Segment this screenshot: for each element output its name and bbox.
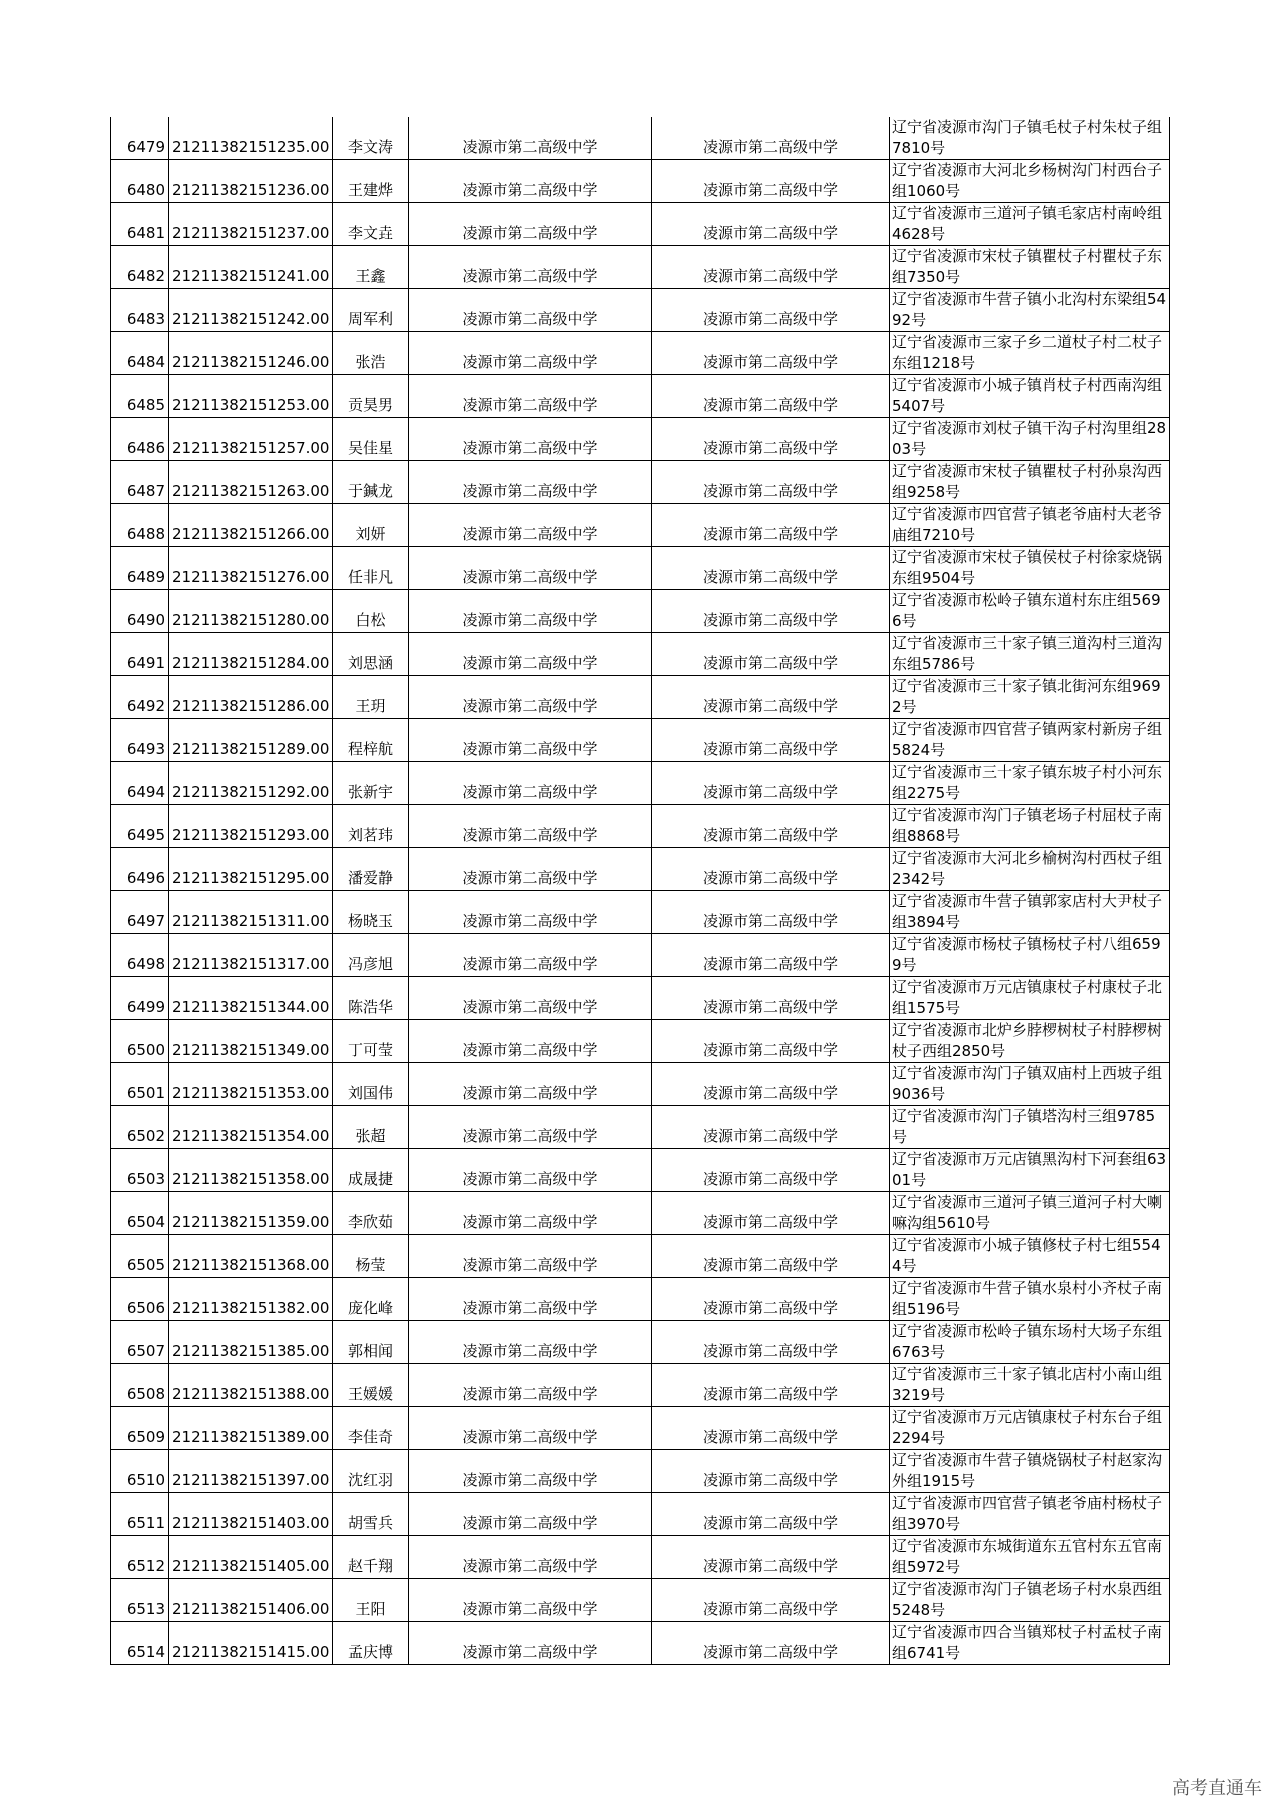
candidate-id: 21211382151385.00 [169,1321,333,1364]
candidate-id: 21211382151266.00 [169,504,333,547]
graduating-school: 凌源市第二高级中学 [409,1278,652,1321]
watermark-text: 高考直通车 [1172,1778,1262,1799]
table-row [111,117,1170,160]
candidate-id: 21211382151276.00 [169,547,333,590]
candidate-id: 21211382151263.00 [169,461,333,504]
row-number: 6510 [111,1450,169,1493]
admitting-school: 凌源市第二高级中学 [652,418,890,461]
row-number: 6490 [111,590,169,633]
student-name: 郭相闻 [333,1321,409,1364]
admitting-school: 凌源市第二高级中学 [652,676,890,719]
graduating-school: 凌源市第二高级中学 [409,1493,652,1536]
candidate-id: 21211382151280.00 [169,590,333,633]
student-name: 张新宇 [333,762,409,805]
roster-body [111,117,1170,1665]
admitting-school: 凌源市第二高级中学 [652,934,890,977]
student-name: 成晟捷 [333,1149,409,1192]
table-row [111,934,1170,977]
table-row [111,977,1170,1020]
admitting-school: 凌源市第二高级中学 [652,590,890,633]
row-number: 6513 [111,1579,169,1622]
admitting-school: 凌源市第二高级中学 [652,504,890,547]
admitting-school: 凌源市第二高级中学 [652,246,890,289]
admitting-school: 凌源市第二高级中学 [652,1149,890,1192]
graduating-school: 凌源市第二高级中学 [409,762,652,805]
student-name: 刘国伟 [333,1063,409,1106]
table-row [111,1493,1170,1536]
home-address: 辽宁省凌源市三十家子镇三道沟村三道沟东组5786号 [890,633,1170,676]
student-name: 王阳 [333,1579,409,1622]
candidate-id: 21211382151358.00 [169,1149,333,1192]
roster-table [110,117,1170,1665]
candidate-id: 21211382151237.00 [169,203,333,246]
candidate-id: 21211382151289.00 [169,719,333,762]
candidate-id: 21211382151349.00 [169,1020,333,1063]
admitting-school: 凌源市第二高级中学 [652,1020,890,1063]
graduating-school: 凌源市第二高级中学 [409,332,652,375]
candidate-id: 21211382151344.00 [169,977,333,1020]
candidate-id: 21211382151293.00 [169,805,333,848]
home-address: 辽宁省凌源市宋杖子镇瞿杖子村瞿杖子东组7350号 [890,246,1170,289]
student-name: 陈浩华 [333,977,409,1020]
table-row [111,762,1170,805]
row-number: 6495 [111,805,169,848]
admitting-school: 凌源市第二高级中学 [652,1364,890,1407]
candidate-id: 21211382151242.00 [169,289,333,332]
row-number: 6482 [111,246,169,289]
row-number: 6479 [111,117,169,160]
table-row [111,1321,1170,1364]
candidate-id: 21211382151236.00 [169,160,333,203]
student-name: 张超 [333,1106,409,1149]
row-number: 6514 [111,1622,169,1665]
candidate-id: 21211382151257.00 [169,418,333,461]
table-row [111,1149,1170,1192]
graduating-school: 凌源市第二高级中学 [409,375,652,418]
admitting-school: 凌源市第二高级中学 [652,1063,890,1106]
home-address: 辽宁省凌源市东城街道东五官村东五官南组5972号 [890,1536,1170,1579]
candidate-id: 21211382151354.00 [169,1106,333,1149]
table-row [111,203,1170,246]
row-number: 6492 [111,676,169,719]
table-row [111,848,1170,891]
home-address: 辽宁省凌源市牛营子镇烧锅杖子村赵家沟外组1915号 [890,1450,1170,1493]
row-number: 6497 [111,891,169,934]
student-name: 王鑫 [333,246,409,289]
row-number: 6505 [111,1235,169,1278]
graduating-school: 凌源市第二高级中学 [409,1536,652,1579]
row-number: 6489 [111,547,169,590]
row-number: 6507 [111,1321,169,1364]
graduating-school: 凌源市第二高级中学 [409,1149,652,1192]
graduating-school: 凌源市第二高级中学 [409,547,652,590]
student-name: 赵千翔 [333,1536,409,1579]
graduating-school: 凌源市第二高级中学 [409,1450,652,1493]
table-row [111,1622,1170,1665]
row-number: 6491 [111,633,169,676]
admitting-school: 凌源市第二高级中学 [652,375,890,418]
candidate-id: 21211382151397.00 [169,1450,333,1493]
graduating-school: 凌源市第二高级中学 [409,676,652,719]
student-name: 白松 [333,590,409,633]
student-name: 程梓航 [333,719,409,762]
home-address: 辽宁省凌源市三十家子镇北店村小南山组3219号 [890,1364,1170,1407]
graduating-school: 凌源市第二高级中学 [409,1364,652,1407]
graduating-school: 凌源市第二高级中学 [409,805,652,848]
candidate-id: 21211382151406.00 [169,1579,333,1622]
table-row [111,891,1170,934]
graduating-school: 凌源市第二高级中学 [409,977,652,1020]
graduating-school: 凌源市第二高级中学 [409,160,652,203]
row-number: 6503 [111,1149,169,1192]
admitting-school: 凌源市第二高级中学 [652,762,890,805]
table-row [111,418,1170,461]
table-row [111,805,1170,848]
candidate-id: 21211382151311.00 [169,891,333,934]
candidate-id: 21211382151253.00 [169,375,333,418]
student-name: 丁可莹 [333,1020,409,1063]
row-number: 6488 [111,504,169,547]
student-name: 李文涛 [333,117,409,160]
table-row [111,1278,1170,1321]
graduating-school: 凌源市第二高级中学 [409,1106,652,1149]
row-number: 6506 [111,1278,169,1321]
home-address: 辽宁省凌源市三道河子镇毛家店村南岭组4628号 [890,203,1170,246]
row-number: 6496 [111,848,169,891]
table-row [111,1106,1170,1149]
home-address: 辽宁省凌源市四官营子镇老爷庙村杨杖子组3970号 [890,1493,1170,1536]
table-row [111,160,1170,203]
admitting-school: 凌源市第二高级中学 [652,332,890,375]
student-name: 王建烨 [333,160,409,203]
student-name: 冯彦旭 [333,934,409,977]
home-address: 辽宁省凌源市牛营子镇小北沟村东梁组5492号 [890,289,1170,332]
row-number: 6512 [111,1536,169,1579]
table-row [111,1020,1170,1063]
admitting-school: 凌源市第二高级中学 [652,1622,890,1665]
graduating-school: 凌源市第二高级中学 [409,1235,652,1278]
row-number: 6509 [111,1407,169,1450]
graduating-school: 凌源市第二高级中学 [409,418,652,461]
row-number: 6493 [111,719,169,762]
home-address: 辽宁省凌源市万元店镇康杖子村东台子组2294号 [890,1407,1170,1450]
student-name: 吴佳星 [333,418,409,461]
admitting-school: 凌源市第二高级中学 [652,1450,890,1493]
admitting-school: 凌源市第二高级中学 [652,1493,890,1536]
student-name: 李欣茹 [333,1192,409,1235]
graduating-school: 凌源市第二高级中学 [409,504,652,547]
student-name: 杨晓玉 [333,891,409,934]
admitting-school: 凌源市第二高级中学 [652,1106,890,1149]
row-number: 6500 [111,1020,169,1063]
home-address: 辽宁省凌源市牛营子镇郭家店村大尹杖子组3894号 [890,891,1170,934]
admitting-school: 凌源市第二高级中学 [652,1536,890,1579]
home-address: 辽宁省凌源市宋杖子镇侯杖子村徐家烧锅东组9504号 [890,547,1170,590]
admitting-school: 凌源市第二高级中学 [652,547,890,590]
student-name: 贡昊男 [333,375,409,418]
home-address: 辽宁省凌源市三十家子镇东坡子村小河东组2275号 [890,762,1170,805]
admitting-school: 凌源市第二高级中学 [652,633,890,676]
graduating-school: 凌源市第二高级中学 [409,1020,652,1063]
table-row [111,676,1170,719]
table-row [111,1364,1170,1407]
graduating-school: 凌源市第二高级中学 [409,1063,652,1106]
candidate-id: 21211382151382.00 [169,1278,333,1321]
student-name: 刘妍 [333,504,409,547]
row-number: 6511 [111,1493,169,1536]
home-address: 辽宁省凌源市三十家子镇北街河东组9692号 [890,676,1170,719]
student-name: 王玥 [333,676,409,719]
student-name: 刘思涵 [333,633,409,676]
home-address: 辽宁省凌源市四官营子镇老爷庙村大老爷庙组7210号 [890,504,1170,547]
graduating-school: 凌源市第二高级中学 [409,848,652,891]
candidate-id: 21211382151415.00 [169,1622,333,1665]
admitting-school: 凌源市第二高级中学 [652,461,890,504]
row-number: 6502 [111,1106,169,1149]
candidate-id: 21211382151388.00 [169,1364,333,1407]
table-row [111,1063,1170,1106]
student-name: 潘爱静 [333,848,409,891]
student-name: 沈红羽 [333,1450,409,1493]
home-address: 辽宁省凌源市四合当镇郑杖子村孟杖子南组6741号 [890,1622,1170,1665]
table-row [111,289,1170,332]
candidate-id: 21211382151241.00 [169,246,333,289]
home-address: 辽宁省凌源市大河北乡杨树沟门村西台子组1060号 [890,160,1170,203]
admitting-school: 凌源市第二高级中学 [652,160,890,203]
graduating-school: 凌源市第二高级中学 [409,1321,652,1364]
home-address: 辽宁省凌源市牛营子镇水泉村小齐杖子南组5196号 [890,1278,1170,1321]
home-address: 辽宁省凌源市小城子镇修杖子村七组5544号 [890,1235,1170,1278]
student-name: 刘茗玮 [333,805,409,848]
home-address: 辽宁省凌源市杨杖子镇杨杖子村八组6599号 [890,934,1170,977]
home-address: 辽宁省凌源市沟门子镇双庙村上西坡子组9036号 [890,1063,1170,1106]
student-name: 李佳奇 [333,1407,409,1450]
home-address: 辽宁省凌源市沟门子镇塔沟村三组9785号 [890,1106,1170,1149]
admitting-school: 凌源市第二高级中学 [652,1192,890,1235]
table-row [111,590,1170,633]
home-address: 辽宁省凌源市小城子镇肖杖子村西南沟组5407号 [890,375,1170,418]
graduating-school: 凌源市第二高级中学 [409,590,652,633]
table-row [111,1407,1170,1450]
table-row [111,246,1170,289]
graduating-school: 凌源市第二高级中学 [409,461,652,504]
graduating-school: 凌源市第二高级中学 [409,1579,652,1622]
admitting-school: 凌源市第二高级中学 [652,1321,890,1364]
student-name: 庞化峰 [333,1278,409,1321]
table-row [111,633,1170,676]
row-number: 6508 [111,1364,169,1407]
candidate-id: 21211382151353.00 [169,1063,333,1106]
student-name: 孟庆博 [333,1622,409,1665]
table-row [111,375,1170,418]
graduating-school: 凌源市第二高级中学 [409,934,652,977]
admitting-school: 凌源市第二高级中学 [652,1579,890,1622]
row-number: 6499 [111,977,169,1020]
table-row [111,504,1170,547]
graduating-school: 凌源市第二高级中学 [409,891,652,934]
row-number: 6486 [111,418,169,461]
graduating-school: 凌源市第二高级中学 [409,1407,652,1450]
student-name: 王媛媛 [333,1364,409,1407]
graduating-school: 凌源市第二高级中学 [409,1192,652,1235]
student-name: 任非凡 [333,547,409,590]
row-number: 6485 [111,375,169,418]
candidate-id: 21211382151246.00 [169,332,333,375]
row-number: 6487 [111,461,169,504]
table-row [111,547,1170,590]
home-address: 辽宁省凌源市四官营子镇两家村新房子组5824号 [890,719,1170,762]
table-row [111,1192,1170,1235]
candidate-id: 21211382151235.00 [169,117,333,160]
row-number: 6501 [111,1063,169,1106]
candidate-id: 21211382151317.00 [169,934,333,977]
home-address: 辽宁省凌源市三道河子镇三道河子村大喇嘛沟组5610号 [890,1192,1170,1235]
table-row [111,1579,1170,1622]
candidate-id: 21211382151284.00 [169,633,333,676]
row-number: 6484 [111,332,169,375]
table-row [111,461,1170,504]
graduating-school: 凌源市第二高级中学 [409,1622,652,1665]
table-row [111,1536,1170,1579]
student-name: 胡雪兵 [333,1493,409,1536]
table-row [111,1450,1170,1493]
admitting-school: 凌源市第二高级中学 [652,1278,890,1321]
home-address: 辽宁省凌源市万元店镇康杖子村康杖子北组1575号 [890,977,1170,1020]
candidate-id: 21211382151286.00 [169,676,333,719]
row-number: 6504 [111,1192,169,1235]
candidate-id: 21211382151359.00 [169,1192,333,1235]
table-row [111,1235,1170,1278]
graduating-school: 凌源市第二高级中学 [409,117,652,160]
admitting-school: 凌源市第二高级中学 [652,1407,890,1450]
graduating-school: 凌源市第二高级中学 [409,289,652,332]
table-row [111,332,1170,375]
candidate-id: 21211382151403.00 [169,1493,333,1536]
student-name: 张浩 [333,332,409,375]
admitting-school: 凌源市第二高级中学 [652,848,890,891]
candidate-id: 21211382151295.00 [169,848,333,891]
graduating-school: 凌源市第二高级中学 [409,719,652,762]
home-address: 辽宁省凌源市万元店镇黑沟村下河套组6301号 [890,1149,1170,1192]
home-address: 辽宁省凌源市三家子乡二道杖子村二杖子东组1218号 [890,332,1170,375]
admitting-school: 凌源市第二高级中学 [652,289,890,332]
admitting-school: 凌源市第二高级中学 [652,203,890,246]
student-name: 杨莹 [333,1235,409,1278]
graduating-school: 凌源市第二高级中学 [409,203,652,246]
row-number: 6480 [111,160,169,203]
admitting-school: 凌源市第二高级中学 [652,719,890,762]
row-number: 6498 [111,934,169,977]
home-address: 辽宁省凌源市北炉乡脖椤树杖子村脖椤树杖子西组2850号 [890,1020,1170,1063]
home-address: 辽宁省凌源市大河北乡榆树沟村西杖子组2342号 [890,848,1170,891]
admitting-school: 凌源市第二高级中学 [652,1235,890,1278]
admitting-school: 凌源市第二高级中学 [652,891,890,934]
home-address: 辽宁省凌源市松岭子镇东道村东庄组5696号 [890,590,1170,633]
candidate-id: 21211382151368.00 [169,1235,333,1278]
home-address: 辽宁省凌源市沟门子镇老场子村水泉西组5248号 [890,1579,1170,1622]
admitting-school: 凌源市第二高级中学 [652,977,890,1020]
student-name: 于鍼龙 [333,461,409,504]
home-address: 辽宁省凌源市松岭子镇东场村大场子东组6763号 [890,1321,1170,1364]
student-name: 李文垚 [333,203,409,246]
home-address: 辽宁省凌源市宋杖子镇瞿杖子村孙泉沟西组9258号 [890,461,1170,504]
candidate-id: 21211382151405.00 [169,1536,333,1579]
row-number: 6481 [111,203,169,246]
graduating-school: 凌源市第二高级中学 [409,246,652,289]
candidate-id: 21211382151292.00 [169,762,333,805]
row-number: 6483 [111,289,169,332]
candidate-id: 21211382151389.00 [169,1407,333,1450]
home-address: 辽宁省凌源市沟门子镇毛杖子村朱杖子组7810号 [890,117,1170,160]
home-address: 辽宁省凌源市刘杖子镇干沟子村沟里组2803号 [890,418,1170,461]
admitting-school: 凌源市第二高级中学 [652,117,890,160]
table-row [111,719,1170,762]
home-address: 辽宁省凌源市沟门子镇老场子村屈杖子南组8868号 [890,805,1170,848]
student-name: 周军利 [333,289,409,332]
row-number: 6494 [111,762,169,805]
admitting-school: 凌源市第二高级中学 [652,805,890,848]
graduating-school: 凌源市第二高级中学 [409,633,652,676]
